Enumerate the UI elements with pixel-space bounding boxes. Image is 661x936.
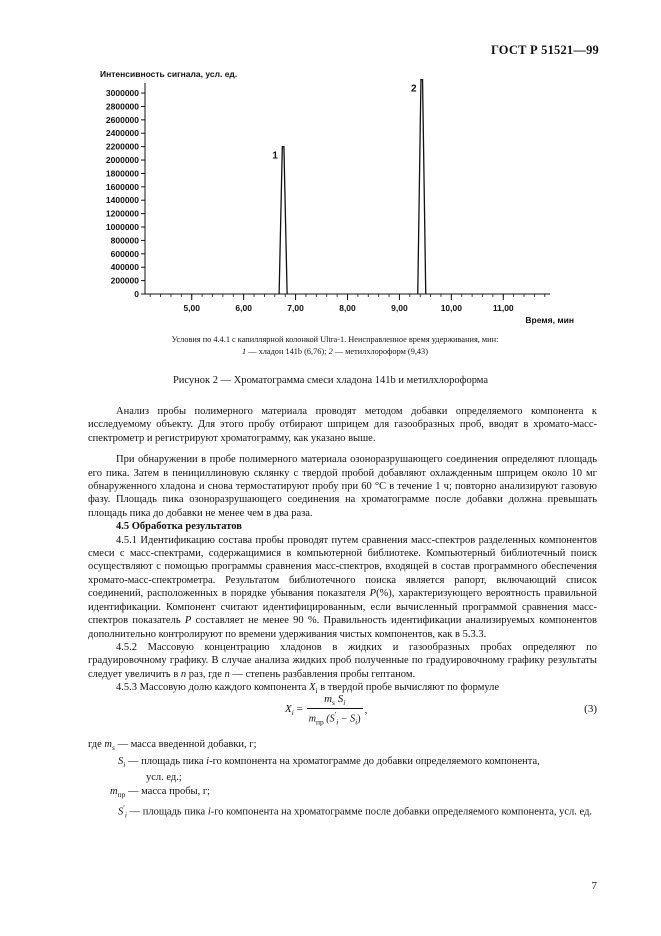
- x-tick-label: 9,00: [391, 303, 408, 313]
- x-tick-label: 5,00: [183, 303, 201, 313]
- y-tick-label: 2000000: [105, 155, 139, 166]
- y-tick-label: 1400000: [105, 195, 139, 206]
- section-heading-4-5: 4.5 Обработка результатов: [116, 521, 242, 533]
- y-tick-label: 2200000: [105, 141, 139, 152]
- conditions-line-2: 1 — хладон 141b (6,76); 2 — метилхлороформ (9,43): [242, 347, 428, 356]
- peak-label-2: 2: [410, 83, 417, 95]
- definitions-list: [88, 738, 603, 822]
- y-tick-label: 3000000: [105, 88, 139, 99]
- x-tick-label: 11,00: [492, 303, 514, 313]
- paragraph-4-5-3: 4.5.3 Массовую долю каждого компонента $X_i$ в твердой пробе вычисляют по формуле: [116, 682, 500, 696]
- definition-ms: где $m_s$ — масса введенной добавки, г;: [88, 739, 257, 753]
- peak-1: [279, 147, 287, 294]
- paragraph-4-5-2: 4.5.2 Массовую концентрацию хладонов в жидких и газообразных пробах определяют по градуировочному графику. В случае анализа жидких проб полученные по градуировочному графику результаты следует увеличить в n раз, где n — степень разбавления пробы гептаном.: [88, 641, 597, 680]
- y-tick-label: 2800000: [105, 101, 139, 112]
- x-tick-label: 7,00: [287, 303, 304, 313]
- x-tick-label: 10,00: [440, 303, 462, 313]
- document-code: ГОСТ Р 51521—99: [490, 43, 599, 57]
- y-tick-label: 600000: [110, 248, 139, 259]
- y-axis-title: Интенсивность сигнала, усл. ед.: [100, 69, 238, 79]
- definition-si: $S_i$ — площадь пика i-го компонента на хроматограмме до добавки определяемого компонента,: [118, 755, 540, 769]
- formula-layout: $X_i$ = $m_s$ $S_i$ , $m_{пр}$ $(S'_i - S_i)$: [285, 693, 368, 727]
- y-tick-label: 1600000: [105, 181, 139, 192]
- y-tick-label: 1000000: [105, 222, 139, 233]
- peak-label-1: 1: [272, 150, 278, 162]
- y-tick-label: 400000: [110, 262, 139, 273]
- definition-si-prime: $S'_i$ — площадь пика i-го компонента на хроматограмме после добавки определяемого компонента, усл. ед.: [118, 803, 593, 820]
- body-text: [88, 405, 597, 698]
- figure-caption: Рисунок 2 — Хроматограмма смеси хладона 141b и метилхлороформа: [172, 375, 489, 386]
- y-tick-label: 0: [134, 289, 139, 299]
- y-tick-label: 800000: [110, 235, 139, 246]
- figure-conditions: [100, 334, 570, 358]
- paragraph-detection: При обнаружении в пробе полимерного материала озоноразрушающего соединения определяют площадь его пика. Затем в пенициллиновую склянку с твердой пробой добавляют охлажденным шприцем около 10 мг обнаруженного хладона и снова термостатируют пробу при 60 °С в течение 1 ч; повторно анализируют газовую фазу. Площадь пика озоноразрушающего соединения на хроматограмме после добавки должна превышать площадь пика до добавки не менее чем в два раза.: [88, 454, 597, 519]
- y-tick-label: 200000: [110, 275, 139, 286]
- peak-2: [418, 80, 426, 294]
- chromatogram-chart: [0, 0, 661, 330]
- paragraph-4-5-1: 4.5.1 Идентификацию состава пробы проводят путем сравнения масс-спектров разделенных компонентов смеси с масс-спектрами, содержащимися в компьютерной библиотеке. Компьютерный библиотечный поиск осуществляют с помощью программы сравнения масс-спектров, входящей в состав программного обеспечения хромато-масс-спектрометра. Результатом библиотечного поиска является рапорт, включающий список соединений, расположенных в порядке убывания показателя P(%), характеризующего вероятность правильной идентификации. Компонент считают идентифицированным, если вычисленный программой сравнения масс-спектров показатель P составляет не менее 90 %. Правильность идентификации анализируемых компонентов дополнительно контролируют по времени удерживания чистых компонентов, как в 5.3.3.: [88, 534, 598, 640]
- y-tick-label: 1800000: [105, 168, 139, 179]
- y-tick-label: 2600000: [105, 114, 139, 125]
- x-axis-title: Время, мин: [525, 315, 574, 325]
- page-number: 7: [591, 880, 597, 892]
- paragraph-method: Анализ пробы полимерного материала проводят методом добавки определяемого компонента к исследуемому объекту. Для этого пробу отбирают шприцем для газообразных проб, вводят в хромато-масс-спектрометр и регистрируют хроматограмму, как указано выше.: [88, 406, 597, 444]
- x-tick-label: 6,00: [235, 303, 252, 313]
- conditions-line-1: Условия по 4.4.1 с капиллярной колонкой Ultra-1. Неисправленное время удерживания, мин:: [171, 335, 499, 344]
- formula-3: [285, 693, 367, 727]
- y-tick-label: 2400000: [105, 128, 139, 139]
- y-tick-label: 1200000: [105, 208, 139, 219]
- definition-mpr: $m_{пр}$ — масса пробы, г;: [110, 785, 211, 799]
- x-tick-label: 8,00: [339, 303, 356, 313]
- equation-number: (3): [584, 703, 597, 715]
- definition-si-units: усл. ед.;: [146, 772, 182, 784]
